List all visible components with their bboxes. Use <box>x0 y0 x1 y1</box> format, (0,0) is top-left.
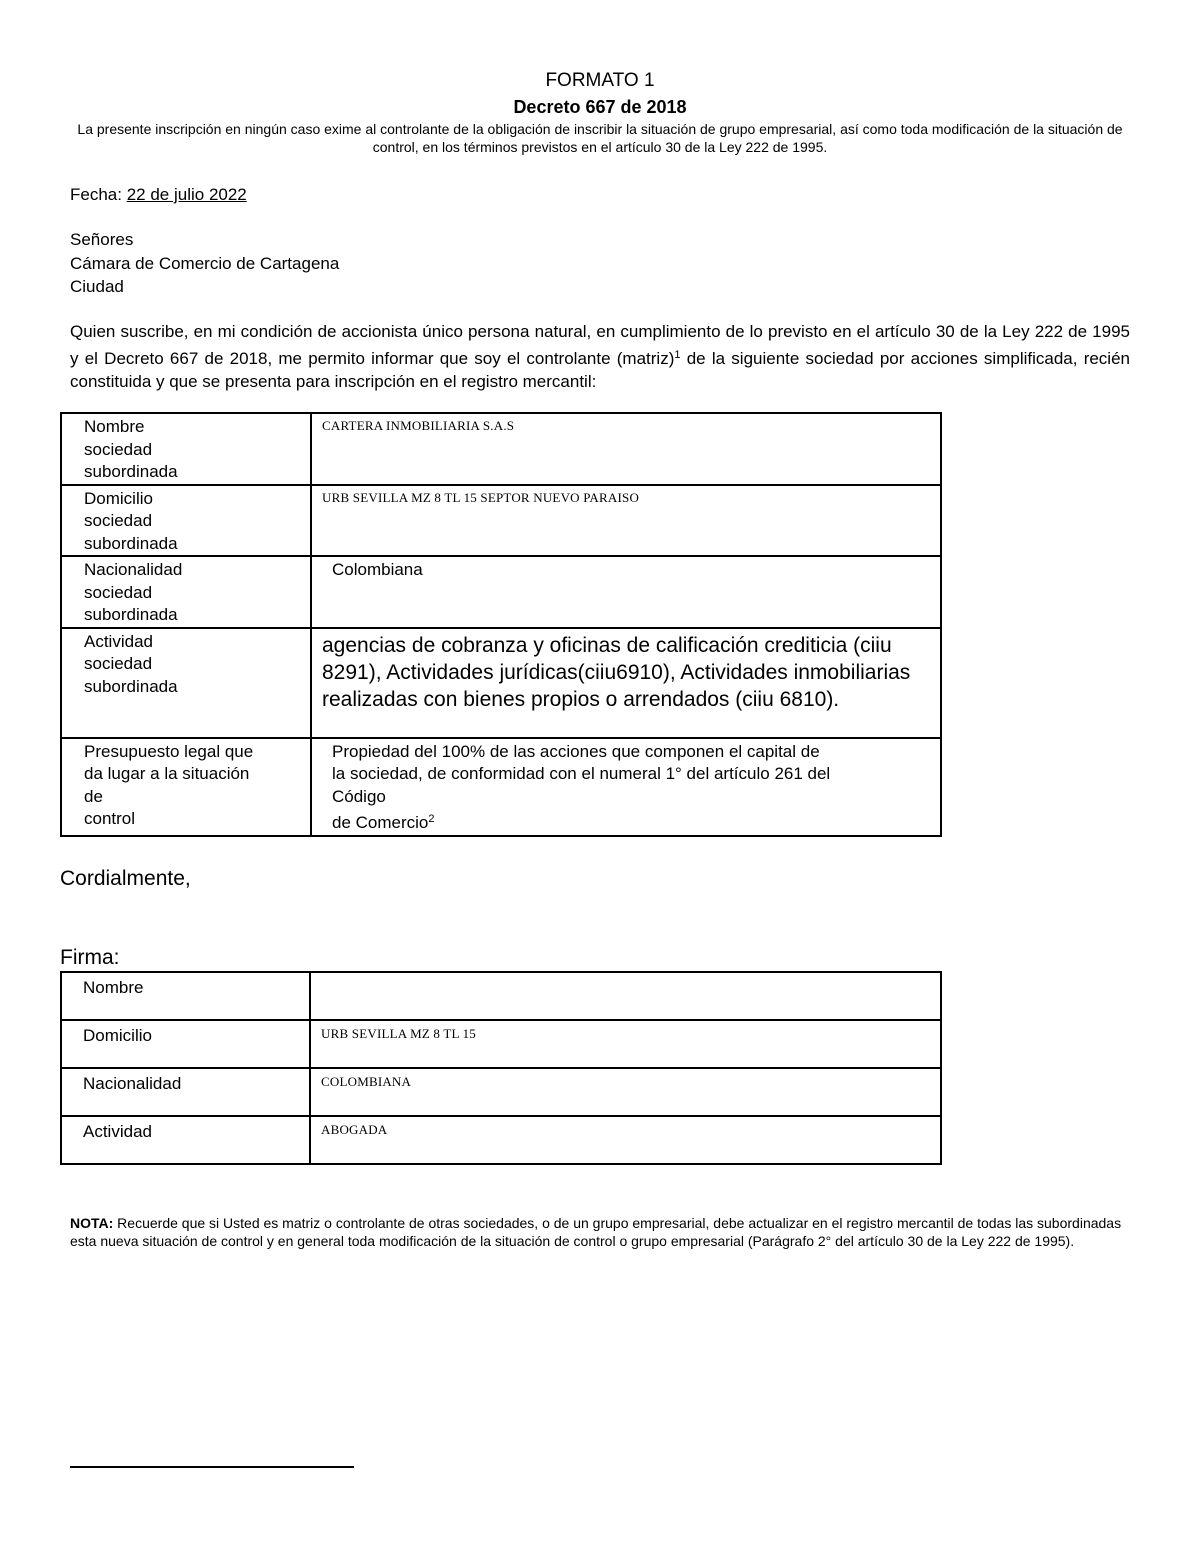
legal-basis-value <box>311 738 941 836</box>
label-line: sociedad <box>84 439 153 459</box>
date-label: Fecha: <box>70 185 122 204</box>
note-text: Recuerde que si Usted es matriz o controlante de otras sociedades, o de un grupo empresarial, debe actualizar en el registro mercantil de todas las subordinadas esta nueva situación de control y en general toda modificación de la situación de control o grupo empresarial (Parágrafo 2° del artículo 30 de la Ley 222 de 1995). <box>70 1215 1122 1249</box>
table-row <box>61 738 941 836</box>
addressee-line: Cámara de Comercio de Cartagena <box>70 253 340 273</box>
label-line: de <box>84 786 103 806</box>
value-line: Código <box>332 786 386 806</box>
row-label-actividad <box>61 628 311 738</box>
value-line: Propiedad del 100% de las acciones que componen el capital de <box>332 741 820 761</box>
footnote-ref: 1 <box>674 348 681 361</box>
body-paragraph <box>70 320 1130 394</box>
date-value: 22 de julio 2022 <box>126 185 247 204</box>
label-line: control <box>84 809 136 828</box>
row-label-domicilio <box>61 485 311 557</box>
row-label-nombre <box>61 413 311 485</box>
row-label-nacionalidad <box>61 556 311 628</box>
date-line <box>70 185 317 205</box>
table-row <box>61 972 941 1020</box>
document-title: FORMATO 1 <box>545 70 655 91</box>
label-line: Actividad <box>84 631 153 651</box>
company-nationality-value: Colombiana <box>311 556 941 628</box>
label-line: sociedad <box>84 654 153 673</box>
company-name-value: CARTERA INMOBILIARIA S.A.S <box>311 413 941 485</box>
table-row <box>61 485 941 557</box>
addressee-line: Ciudad <box>70 277 124 296</box>
table-row <box>61 556 941 628</box>
label-line: Domicilio <box>84 488 153 508</box>
signer-address-value: URB SEVILLA MZ 8 TL 15 <box>310 1020 941 1068</box>
label-line: subordinada <box>84 676 178 696</box>
table-row <box>61 413 941 485</box>
table-row <box>61 1020 941 1068</box>
label-line: Nacionalidad <box>84 560 183 579</box>
company-activity-value: agencias de cobranza y oficinas de calificación crediticia (ciiu 8291), Actividades jurídicas(ciiu6910), Actividades inmobiliarias realizadas con bienes propios o arrendados (ciiu 6810). <box>311 628 941 738</box>
value-text: de Comercio <box>332 813 429 832</box>
label-line: subordinada <box>84 605 178 624</box>
company-table <box>60 412 942 837</box>
signer-label-actividad: Actividad <box>61 1116 310 1164</box>
label-line: da lugar a la situación <box>84 764 250 783</box>
signer-label-nombre: Nombre <box>61 972 310 1020</box>
table-row <box>61 1116 941 1164</box>
signer-name-value <box>310 972 941 1020</box>
row-label-presupuesto <box>61 738 311 836</box>
label-line: Nombre <box>84 417 145 436</box>
label-line: subordinada <box>84 533 178 553</box>
closing-text: Cordialmente, <box>60 867 191 890</box>
value-line: la sociedad, de conformidad con el numeral 1° del artículo 261 del <box>332 764 831 783</box>
table-row <box>61 1068 941 1116</box>
signer-table <box>60 971 942 1165</box>
signer-activity-value: ABOGADA <box>310 1116 941 1164</box>
label-line: Presupuesto legal que <box>84 741 254 761</box>
label-line: subordinada <box>84 462 178 481</box>
addressee-block <box>70 228 339 299</box>
value-line <box>332 808 928 835</box>
body-text-start: Quien suscribe, en mi condición de accionista único persona natural, en cumplimiento de lo previsto en el artículo 30 de la Ley 222 de 1995 y el Decreto 667 de 2018, me permito informar que soy el controlante (matriz) <box>70 322 1130 368</box>
signer-label-domicilio: Domicilio <box>61 1020 310 1068</box>
footnote-separator <box>70 1466 354 1468</box>
signature-label: Firma: <box>60 946 120 969</box>
table-row <box>61 628 941 738</box>
company-address-value: URB SEVILLA MZ 8 TL 15 SEPTOR NUEVO PARAISO <box>311 485 941 557</box>
addressee-line: Señores <box>70 230 134 249</box>
label-line: sociedad <box>84 582 153 602</box>
intro-text: La presente inscripción en ningún caso exime al controlante de la obligación de inscribir la situación de grupo empresarial, así como toda modificación de la situación de control, en los términos previstos en el artículo 30 de la Ley 222 de 1995. <box>77 121 1123 155</box>
note-block <box>70 1214 1130 1250</box>
signer-nationality-value: COLOMBIANA <box>310 1068 941 1116</box>
body-text-end: de la siguiente sociedad por acciones simplificada, recién constituida y que se presenta para inscripción en el registro mercantil: <box>70 348 1130 391</box>
label-line: sociedad <box>84 511 153 530</box>
note-label: NOTA: <box>70 1215 114 1231</box>
document-subtitle: Decreto 667 de 2018 <box>513 97 687 117</box>
signer-label-nacionalidad: Nacionalidad <box>61 1068 310 1116</box>
footnote-ref: 2 <box>428 813 435 825</box>
